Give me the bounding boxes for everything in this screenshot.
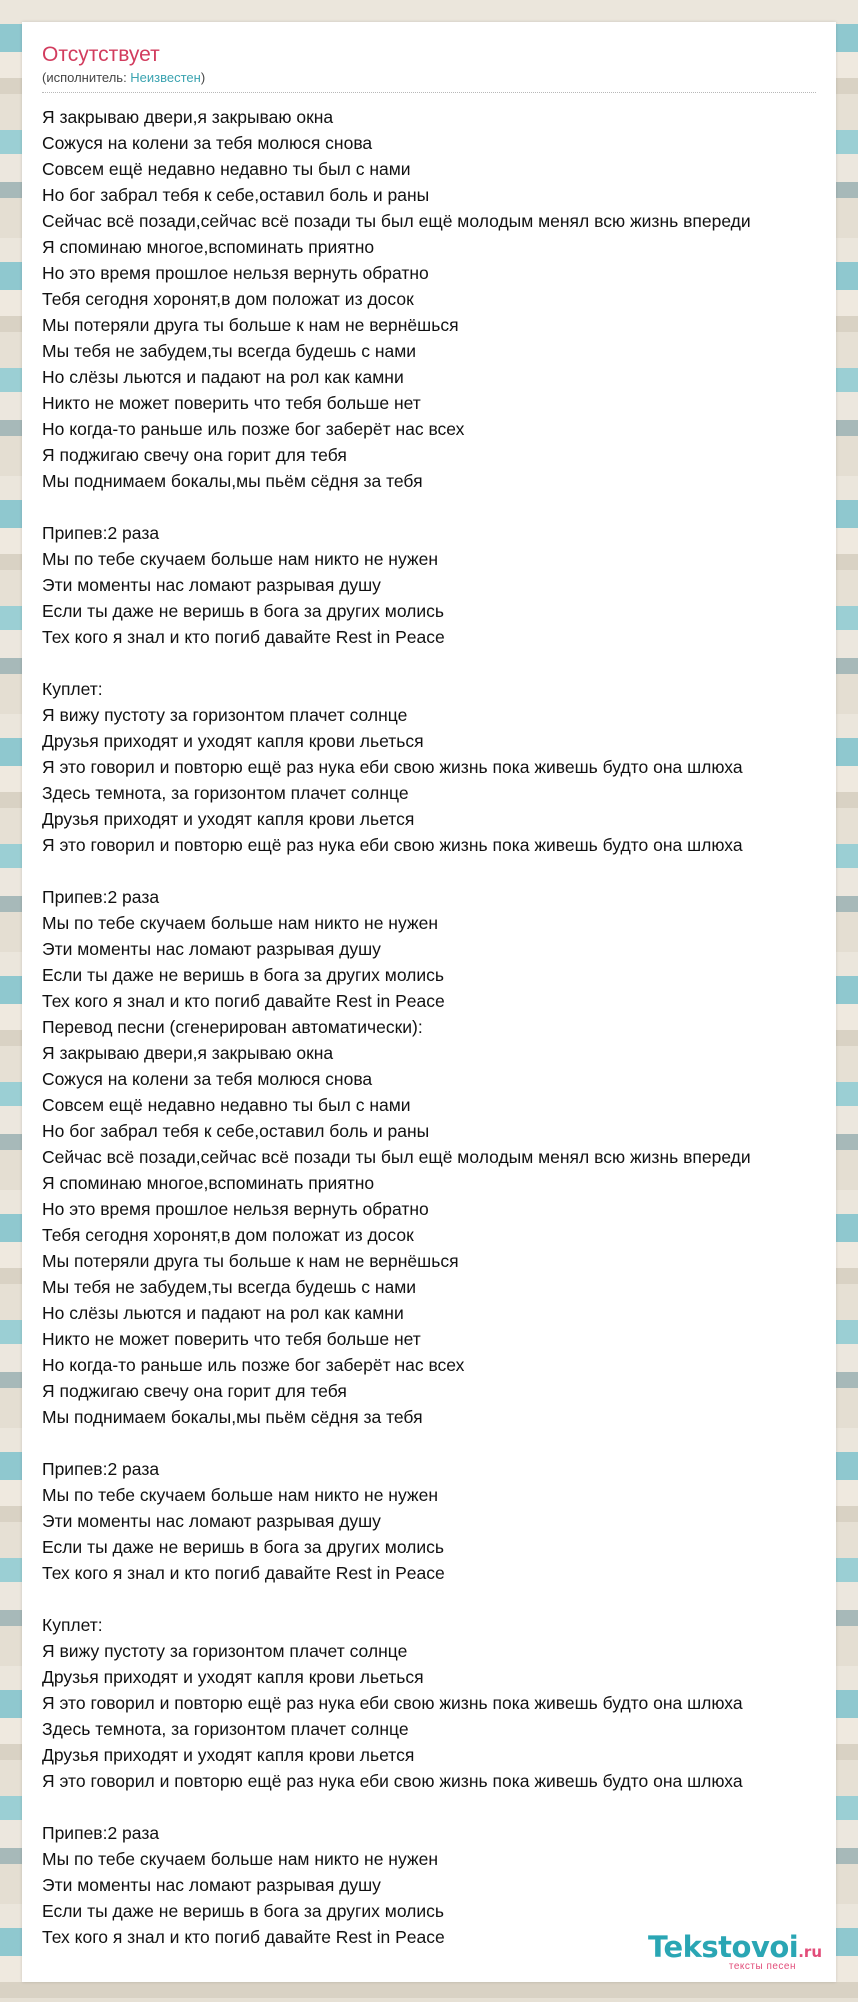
lyric-line: Я споминаю многое,вспоминать приятно	[42, 237, 375, 257]
artist-line	[42, 70, 816, 86]
lyric-line: Но слёзы льются и падают на рол как камни	[42, 1303, 404, 1323]
lyric-line: Мы поднимаем бокалы,мы пьём сёдня за тебя	[42, 471, 423, 491]
lyric-line: Мы тебя не забудем,ты всегда будешь с нами	[42, 341, 417, 361]
lyric-line: Эти моменты нас ломают разрывая душу	[42, 1875, 381, 1895]
lyric-line: Мы по тебе скучаем больше нам никто не нужен	[42, 1849, 438, 1869]
lyric-line: Я закрываю двери,я закрываю окна	[42, 107, 334, 127]
lyric-line: Но слёзы льются и падают на рол как камни	[42, 367, 404, 387]
lyric-line: Мы потеряли друга ты больше к нам не вернёшься	[42, 315, 459, 335]
artist-prefix: (исполнитель:	[42, 70, 131, 85]
lyric-line: Тех кого я знал и кто погиб давайте Rest in Peace	[42, 1563, 445, 1583]
lyric-line	[42, 494, 836, 520]
lyric-line: Я поджигаю свечу она горит для тебя	[42, 445, 347, 465]
lyric-line: Но это время прошлое нельзя вернуть обратно	[42, 263, 429, 283]
lyric-line: Никто не может поверить что тебя больше нет	[42, 1329, 421, 1349]
lyric-line: Я это говорил и повторю ещё раз нука еби свою жизнь пока живешь будто она шлюха	[42, 1693, 743, 1713]
lyric-line: Но бог забрал тебя к себе,оставил боль и раны	[42, 185, 430, 205]
logo-tld: .ru	[798, 1943, 822, 1961]
lyric-line: Куплет:	[42, 1615, 103, 1635]
lyric-line	[42, 1794, 836, 1820]
lyric-line: Тебя сегодня хоронят,в дом положат из досок	[42, 289, 414, 309]
lyric-line: Сейчас всё позади,сейчас всё позади ты был ещё молодым менял всю жизнь впереди	[42, 211, 751, 231]
lyric-line: Припев:2 раза	[42, 1823, 160, 1843]
lyric-line: Эти моменты нас ломают разрывая душу	[42, 939, 381, 959]
lyric-line: Мы потеряли друга ты больше к нам не вернёшься	[42, 1251, 459, 1271]
lyric-line: Друзья приходят и уходят капля крови льеться	[42, 1667, 424, 1687]
lyric-line: Совсем ещё недавно недавно ты был с нами	[42, 1095, 411, 1115]
lyric-line: Никто не может поверить что тебя больше нет	[42, 393, 421, 413]
lyric-line: Если ты даже не веришь в бога за других молись	[42, 1537, 445, 1557]
lyric-line: Я споминаю многое,вспоминать приятно	[42, 1173, 375, 1193]
lyric-line: Совсем ещё недавно недавно ты был с нами	[42, 159, 411, 179]
lyric-line: Если ты даже не веришь в бога за других молись	[42, 965, 445, 985]
lyric-line: Мы по тебе скучаем больше нам никто не нужен	[42, 549, 438, 569]
lyric-line: Припев:2 раза	[42, 1459, 160, 1479]
lyric-line: Мы по тебе скучаем больше нам никто не нужен	[42, 1485, 438, 1505]
lyric-line: Тех кого я знал и кто погиб давайте Rest in Peace	[42, 1927, 445, 1947]
lyric-line	[42, 1586, 836, 1612]
song-title: Отсутствует	[42, 43, 160, 66]
lyric-line: Тебя сегодня хоронят,в дом положат из досок	[42, 1225, 414, 1245]
lyric-line: Припев:2 раза	[42, 523, 160, 543]
song-header	[42, 42, 816, 86]
lyric-line: Сейчас всё позади,сейчас всё позади ты был ещё молодым менял всю жизнь впереди	[42, 1147, 751, 1167]
lyric-line: Мы поднимаем бокалы,мы пьём сёдня за тебя	[42, 1407, 423, 1427]
logo-name: Tekstovoi	[648, 1930, 799, 1964]
lyric-line: Друзья приходят и уходят капля крови льется	[42, 809, 415, 829]
lyric-line	[42, 1430, 836, 1456]
lyric-line: Мы по тебе скучаем больше нам никто не нужен	[42, 913, 438, 933]
lyric-line: Припев:2 раза	[42, 887, 160, 907]
logo-tagline: тексты песен	[728, 1961, 796, 1972]
lyrics-text	[42, 104, 836, 1950]
lyric-line: Эти моменты нас ломают разрывая душу	[42, 1511, 381, 1531]
lyric-line: Я это говорил и повторю ещё раз нука еби свою жизнь пока живешь будто она шлюха	[42, 757, 743, 777]
lyric-line: Куплет:	[42, 679, 103, 699]
lyric-line: Эти моменты нас ломают разрывая душу	[42, 575, 381, 595]
lyric-line: Но когда-то раньше иль позже бог заберёт нас всех	[42, 419, 465, 439]
lyric-line: Сожуся на колени за тебя молюся снова	[42, 133, 373, 153]
lyric-line: Сожуся на колени за тебя молюся снова	[42, 1069, 373, 1089]
lyric-line: Друзья приходят и уходят капля крови льется	[42, 1745, 415, 1765]
lyric-line: Я вижу пустоту за горизонтом плачет солнце	[42, 705, 408, 725]
artist-link[interactable]: Неизвестен	[130, 70, 201, 85]
lyric-line: Если ты даже не веришь в бога за других молись	[42, 601, 445, 621]
lyric-line: Перевод песни (сгенерирован автоматически):	[42, 1017, 423, 1037]
site-logo[interactable]	[648, 1932, 822, 1972]
lyric-line: Я вижу пустоту за горизонтом плачет солнце	[42, 1641, 408, 1661]
lyric-line: Я поджигаю свечу она горит для тебя	[42, 1381, 347, 1401]
lyric-line: Тех кого я знал и кто погиб давайте Rest in Peace	[42, 627, 445, 647]
lyric-line: Но когда-то раньше иль позже бог заберёт нас всех	[42, 1355, 465, 1375]
lyric-line: Но бог забрал тебя к себе,оставил боль и раны	[42, 1121, 430, 1141]
lyric-line: Но это время прошлое нельзя вернуть обратно	[42, 1199, 429, 1219]
lyrics-card	[22, 22, 836, 1982]
header-divider	[42, 92, 816, 93]
lyric-line: Здесь темнота, за горизонтом плачет солнце	[42, 1719, 409, 1739]
lyric-line: Если ты даже не веришь в бога за других молись	[42, 1901, 445, 1921]
lyric-line: Друзья приходят и уходят капля крови льеться	[42, 731, 424, 751]
lyric-line: Я закрываю двери,я закрываю окна	[42, 1043, 334, 1063]
lyric-line	[42, 650, 836, 676]
lyric-line: Я это говорил и повторю ещё раз нука еби свою жизнь пока живешь будто она шлюха	[42, 835, 743, 855]
artist-suffix: )	[200, 70, 206, 85]
lyric-line: Мы тебя не забудем,ты всегда будешь с нами	[42, 1277, 417, 1297]
lyric-line: Я это говорил и повторю ещё раз нука еби свою жизнь пока живешь будто она шлюха	[42, 1771, 743, 1791]
lyric-line	[42, 858, 836, 884]
lyric-line: Тех кого я знал и кто погиб давайте Rest in Peace	[42, 991, 445, 1011]
lyric-line: Здесь темнота, за горизонтом плачет солнце	[42, 783, 409, 803]
